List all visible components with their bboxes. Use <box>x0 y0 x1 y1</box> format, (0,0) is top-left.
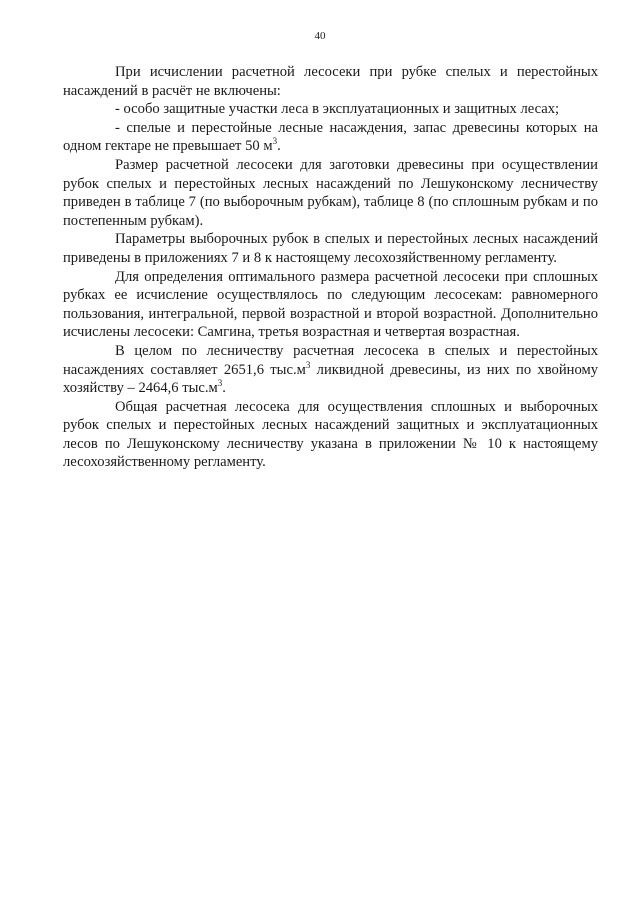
paragraph-general-cutting: Общая расчетная лесосека для осуществления сплошных и выборочных рубок спелых и перестойных лесных насаждений защитных и эксплуатационных лесов по Лешуконскому лесничеству указана в приложении № 10 к настоящему лесохозяйственному регламенту. <box>63 398 598 471</box>
paragraph-total-volume <box>63 342 598 398</box>
paragraph-exclusions-intro: При исчислении расчетной лесосеки при рубке спелых и перестойных насаждений в расчёт не включены: <box>63 64 598 99</box>
list-item-protective-areas: - особо защитные участки леса в эксплуатационных и защитных лесах; <box>115 101 560 118</box>
paragraph-cutting-size: Размер расчетной лесосеки для заготовки древесины при осуществлении рубок спелых и перестойных лесных насаждений по Лешуконскому лесничеству приведен в таблице 7 (по выборочным рубкам), таблице 8 (по сплошным рубкам и по постепенным рубкам). <box>63 156 598 229</box>
superscript: 3 <box>217 378 223 389</box>
text-segment: . <box>277 138 281 155</box>
text-segment: - спелые и перестойные лесные насаждения, запас древесины которых на одном гектаре не превышает 50 м <box>63 119 598 155</box>
paragraph-optimal-size: Для определения оптимального размера расчетной лесосеки при сплошных рубках ее исчисление осуществлялось по следующим лесосекам: равномерного пользования, интегральной, первой возрастной и второй возрастной. Дополнительно исчислены лесосеки: Самгина, третья возрастная и четвертая возрастная. <box>63 268 598 341</box>
text-segment: ликвидной древесины, из них по хвойному хозяйству – 2464,6 тыс.м <box>63 361 598 397</box>
text-segment: В целом по лесничеству расчетная лесосека в спелых и перестойных насаждениях составляет 2651,6 тыс.м <box>63 342 598 378</box>
paragraph-selective-parameters: Параметры выборочных рубок в спелых и перестойных лесных насаждений приведены в приложениях 7 и 8 к настоящему лесохозяйственному регламенту. <box>63 231 598 266</box>
superscript: 3 <box>305 359 311 370</box>
list-item-low-stock-stands <box>63 119 598 156</box>
superscript: 3 <box>272 136 278 147</box>
page-number: 40 <box>314 30 326 42</box>
text-segment: . <box>222 380 226 397</box>
document-body <box>63 63 598 472</box>
